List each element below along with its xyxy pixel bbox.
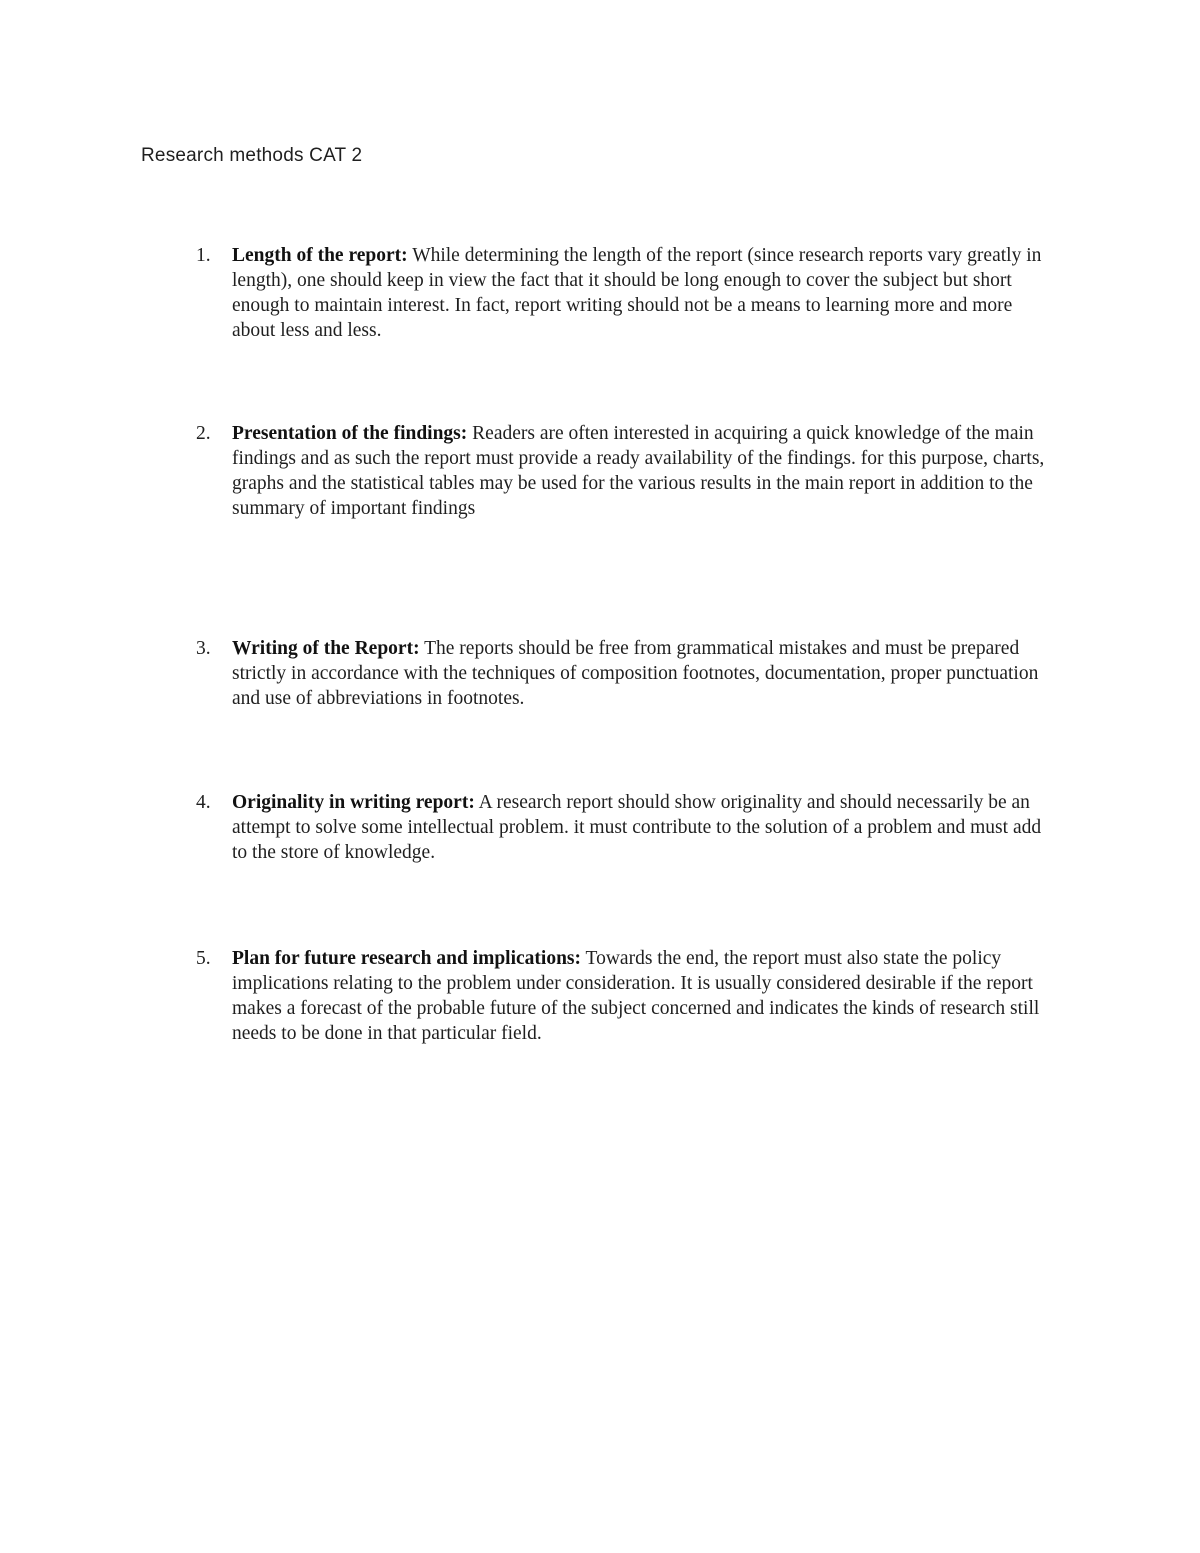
list-item-heading: Originality in writing report: — [232, 792, 475, 813]
list-item-body — [232, 243, 1056, 343]
document-title: Research methods CAT 2 — [141, 145, 363, 166]
list-item — [196, 636, 1056, 711]
list-item — [196, 790, 1056, 865]
list-item-text: A research report should show originality and should necessarily be an attempt to solve some intellectual problem. it must contribute to the solution of a problem and must add to the store of knowledge. — [232, 792, 1042, 863]
list-item — [196, 946, 1056, 1046]
list-item-heading: Length of the report: — [232, 245, 408, 266]
list-item-text: Towards the end, the report must also state the policy implications relating to the problem under consideration. It is usually considered desirable if the report makes a forecast of the probable future of the subject concerned and indicates the kinds of research still needs to be done in that particular field. — [232, 948, 1040, 1044]
list-item-number: 4. — [196, 792, 211, 813]
list-item-number: 5. — [196, 948, 211, 969]
list-item — [196, 243, 1056, 343]
list-item-body — [232, 946, 1056, 1046]
list-item-body — [232, 636, 1056, 711]
list-item-text: While determining the length of the report (since research reports vary greatly in length), one should keep in view the fact that it should be long enough to cover the subject but short enough to maintain interest. In fact, report writing should not be a means to learning more and more about less and less. — [232, 245, 1042, 341]
list-item-body — [232, 421, 1056, 521]
list-item-text: Readers are often interested in acquiring a quick knowledge of the main findings and as such the report must provide a ready availability of the findings. for this purpose, charts, graphs and the statistical tables may be used for the various results in the main report in addition to the summary of important findings — [232, 423, 1045, 519]
list-item — [196, 421, 1056, 521]
list-item-number: 2. — [196, 423, 211, 444]
list-item-heading: Plan for future research and implications: — [232, 948, 582, 969]
list-item-heading: Presentation of the findings: — [232, 423, 468, 444]
list-item-heading: Writing of the Report: — [232, 638, 420, 659]
list-item-number: 3. — [196, 638, 211, 659]
list-item-body — [232, 790, 1056, 865]
list-item-number: 1. — [196, 245, 211, 266]
list-item-text: The reports should be free from grammatical mistakes and must be prepared strictly in accordance with the techniques of composition footnotes, documentation, proper punctuation and use of abbreviations in footnotes. — [232, 638, 1039, 709]
